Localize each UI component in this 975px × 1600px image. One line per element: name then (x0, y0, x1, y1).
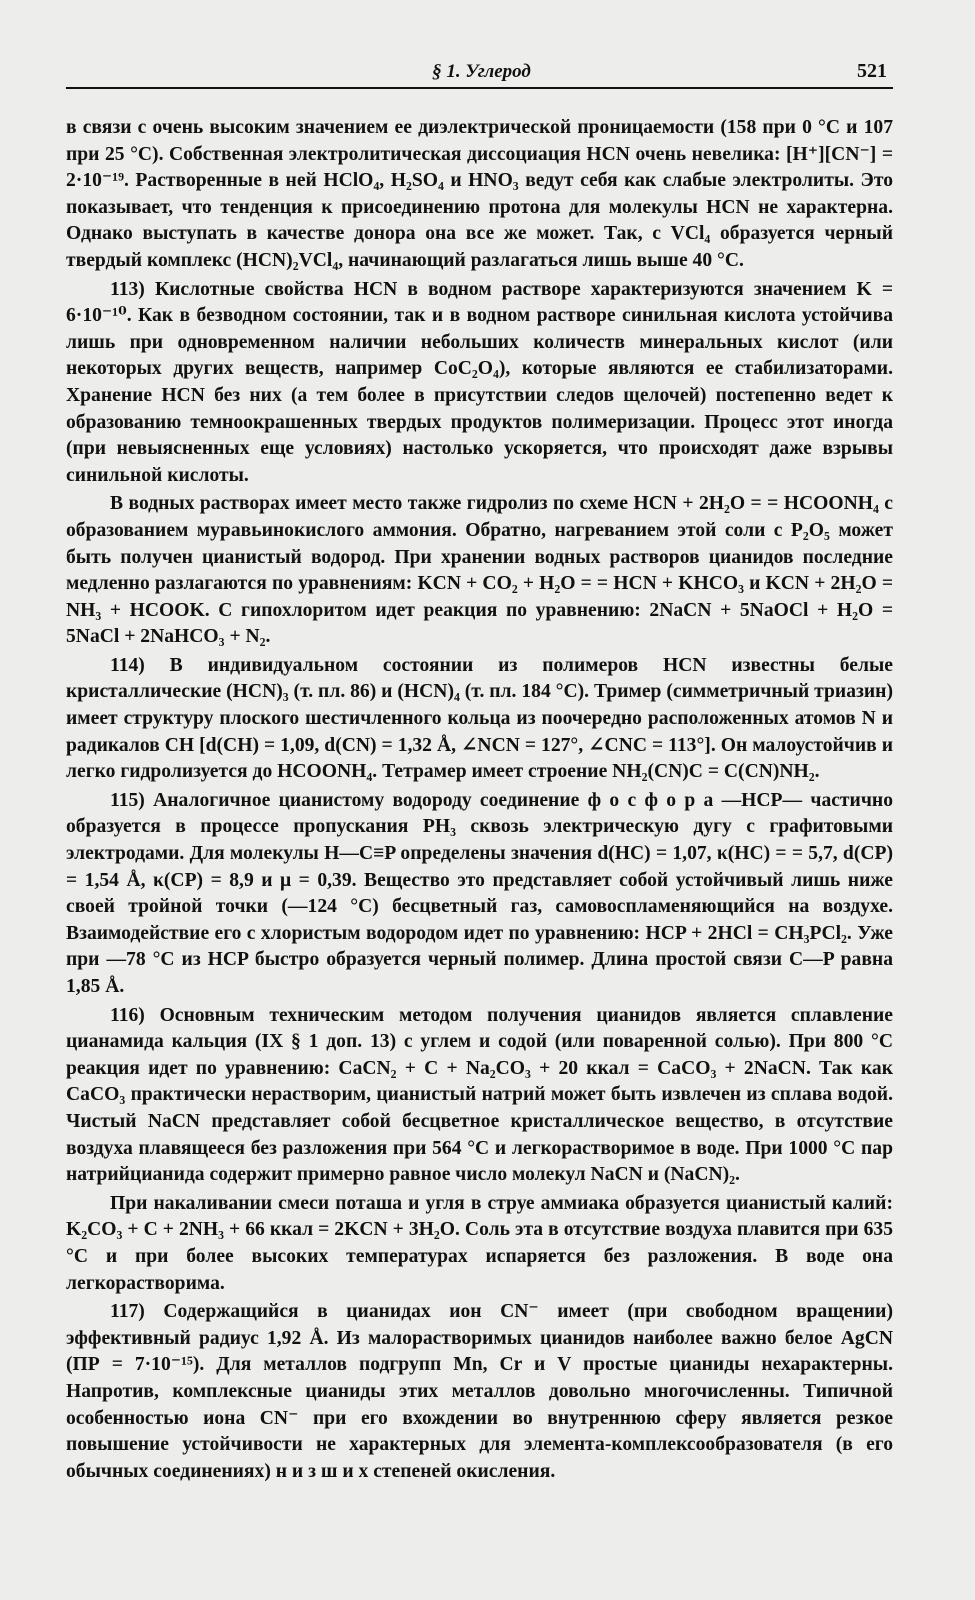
paragraph-continuation: в связи с очень высоким значением ее диэлектрической проницаемости (158 при 0 °С и 107 при 25 °С). Собственная электролитическая диссоциация HCN очень невелика: [H⁺][CN⁻] = 2·10⁻¹⁹. Растворенные в ней HClO₄, H₂SO₄ и HNO₃ ведут себя как слабые электролиты. Это показывает, что тенденция к присоединению протона для молекулы HCN не характерна. Однако выступать в качестве донора она все же может. Так, с VCl₄ образуется черный твердый комплекс (HCN)₂VCl₄, начинающий разлагаться лишь выше 40 °С. (66, 117, 893, 271)
paragraph-114: 114) В индивидуальном состоянии из полимеров HCN известны белые кристаллические (HCN)₃ (т. пл. 86) и (HCN)₄ (т. пл. 184 °С). Тример (симметричный триазин) имеет структуру плоского шестичленного кольца из поочередно расположенных атомов N и радикалов CH [d(CH) = 1,09, d(CN) = 1,32 Å, ∠NCN = 127°, ∠CNC = 113°]. Он малоустойчив и легко гидролизуется до HCOONH₄. Тетрамер имеет строение NH₂(CN)C = C(CN)NH₂. (66, 654, 893, 783)
paragraph-113: 113) Кислотные свойства HCN в водном растворе характеризуются значением K = 6·10⁻¹⁰. Как в безводном состоянии, так и в водном растворе синильная кислота устойчива лишь при одновременном наличии небольших количеств минеральных кислот (или некоторых других веществ, например CoC₂O₄), которые являются ее стабилизаторами. Хранение HCN без них (а тем более в присутствии следов щелочей) постепенно ведет к образованию темноокрашенных твердых продуктов полимеризации. Процесс этот иногда (при невыясненных еще условиях) настолько ускоряется, что происходят даже взрывы синильной кислоты. (66, 278, 893, 486)
page-header (66, 60, 893, 89)
paragraph-potassium-cyanide: При накаливании смеси поташа и угля в струе аммиака образуется цианистый калий: K₂CO₃ + C + 2NH₃ + 66 ккал = 2KCN + 3H₂O. Соль эта в отсутствие воздуха плавится при 635 °С и при более высоких температурах испаряется без разложения. В воде она легкорастворима. (66, 1192, 893, 1294)
body-text (66, 115, 893, 1485)
paragraph-hydrolysis: В водных растворах имеет место также гидролиз по схеме HCN + 2H₂O = = HCOONH₄ с образованием муравьинокислого аммония. Обратно, нагреванием этой соли с P₂O₅ может быть получен цианистый водород. При хранении водных растворов цианидов последние медленно разлагаются по уравнениям: KCN + CO₂ + H₂O = = HCN + KHCO₃ и KCN + 2H₂O = NH₃ + HCOOK. С гипохлоритом идет реакция по уравнению: 2NaCN + 5NaOCl + H₂O = 5NaCl + 2NaHCO₃ + N₂. (66, 493, 893, 648)
paragraph-116: 116) Основным техническим методом получения цианидов является сплавление цианамида кальция (IX § 1 доп. 13) с углем и содой (или поваренной солью). При 800 °С реакция идет по уравнению: CaCN₂ + C + Na₂CO₃ + 20 ккал = CaCO₃ + 2NaCN. Так как CaCO₃ практически нерастворим, цианистый натрий может быть извлечен из сплава водой. Чистый NaCN представляет собой бесцветное кристаллическое вещество, в отсутствие воздуха плавящееся без разложения при 564 °С и легкорастворимое в воде. При 1000 °С пар натрийцианида содержит примерно равное число молекул NaCN и (NaCN)₂. (66, 1004, 893, 1186)
paragraph-115: 115) Аналогичное цианистому водороду соединение ф о с ф о р а —HCP— частично образуется в процессе пропускания PH₃ сквозь электрическую дугу с графитовыми электродами. Для молекулы H—C≡P определены значения d(HC) = 1,07, κ(HC) = = 5,7, d(CP) = 1,54 Å, κ(CP) = 8,9 и μ = 0,39. Вещество это представляет собой устойчивый лишь ниже своей тройной точки (—124 °С) бесцветный газ, самовоспламеняющийся на воздухе. Взаимодействие его с хлористым водородом идет по уравнению: HCP + 2HCl = CH₃PCl₂. Уже при —78 °С из HCP быстро образуется черный полимер. Длина простой связи C—P равна 1,85 Å. (66, 789, 893, 997)
paragraph-117: 117) Содержащийся в цианидах ион CN⁻ имеет (при свободном вращении) эффективный радиус 1,92 Å. Из малорастворимых цианидов наиболее важно белое AgCN (ПР = 7·10⁻¹⁵). Для металлов подгрупп Mn, Cr и V простые цианиды нехарактерны. Напротив, комплексные цианиды этих металлов довольно многочисленны. Типичной особенностью иона CN⁻ при его вхождении во внутреннюю сферу является резкое повышение устойчивости не характерных для элемента-комплексообразователя (в его обычных соединениях) н и з ш и х степеней окисления. (66, 1301, 893, 1482)
page-number: 521 (857, 60, 887, 82)
running-title: § 1. Углерод (432, 61, 531, 82)
